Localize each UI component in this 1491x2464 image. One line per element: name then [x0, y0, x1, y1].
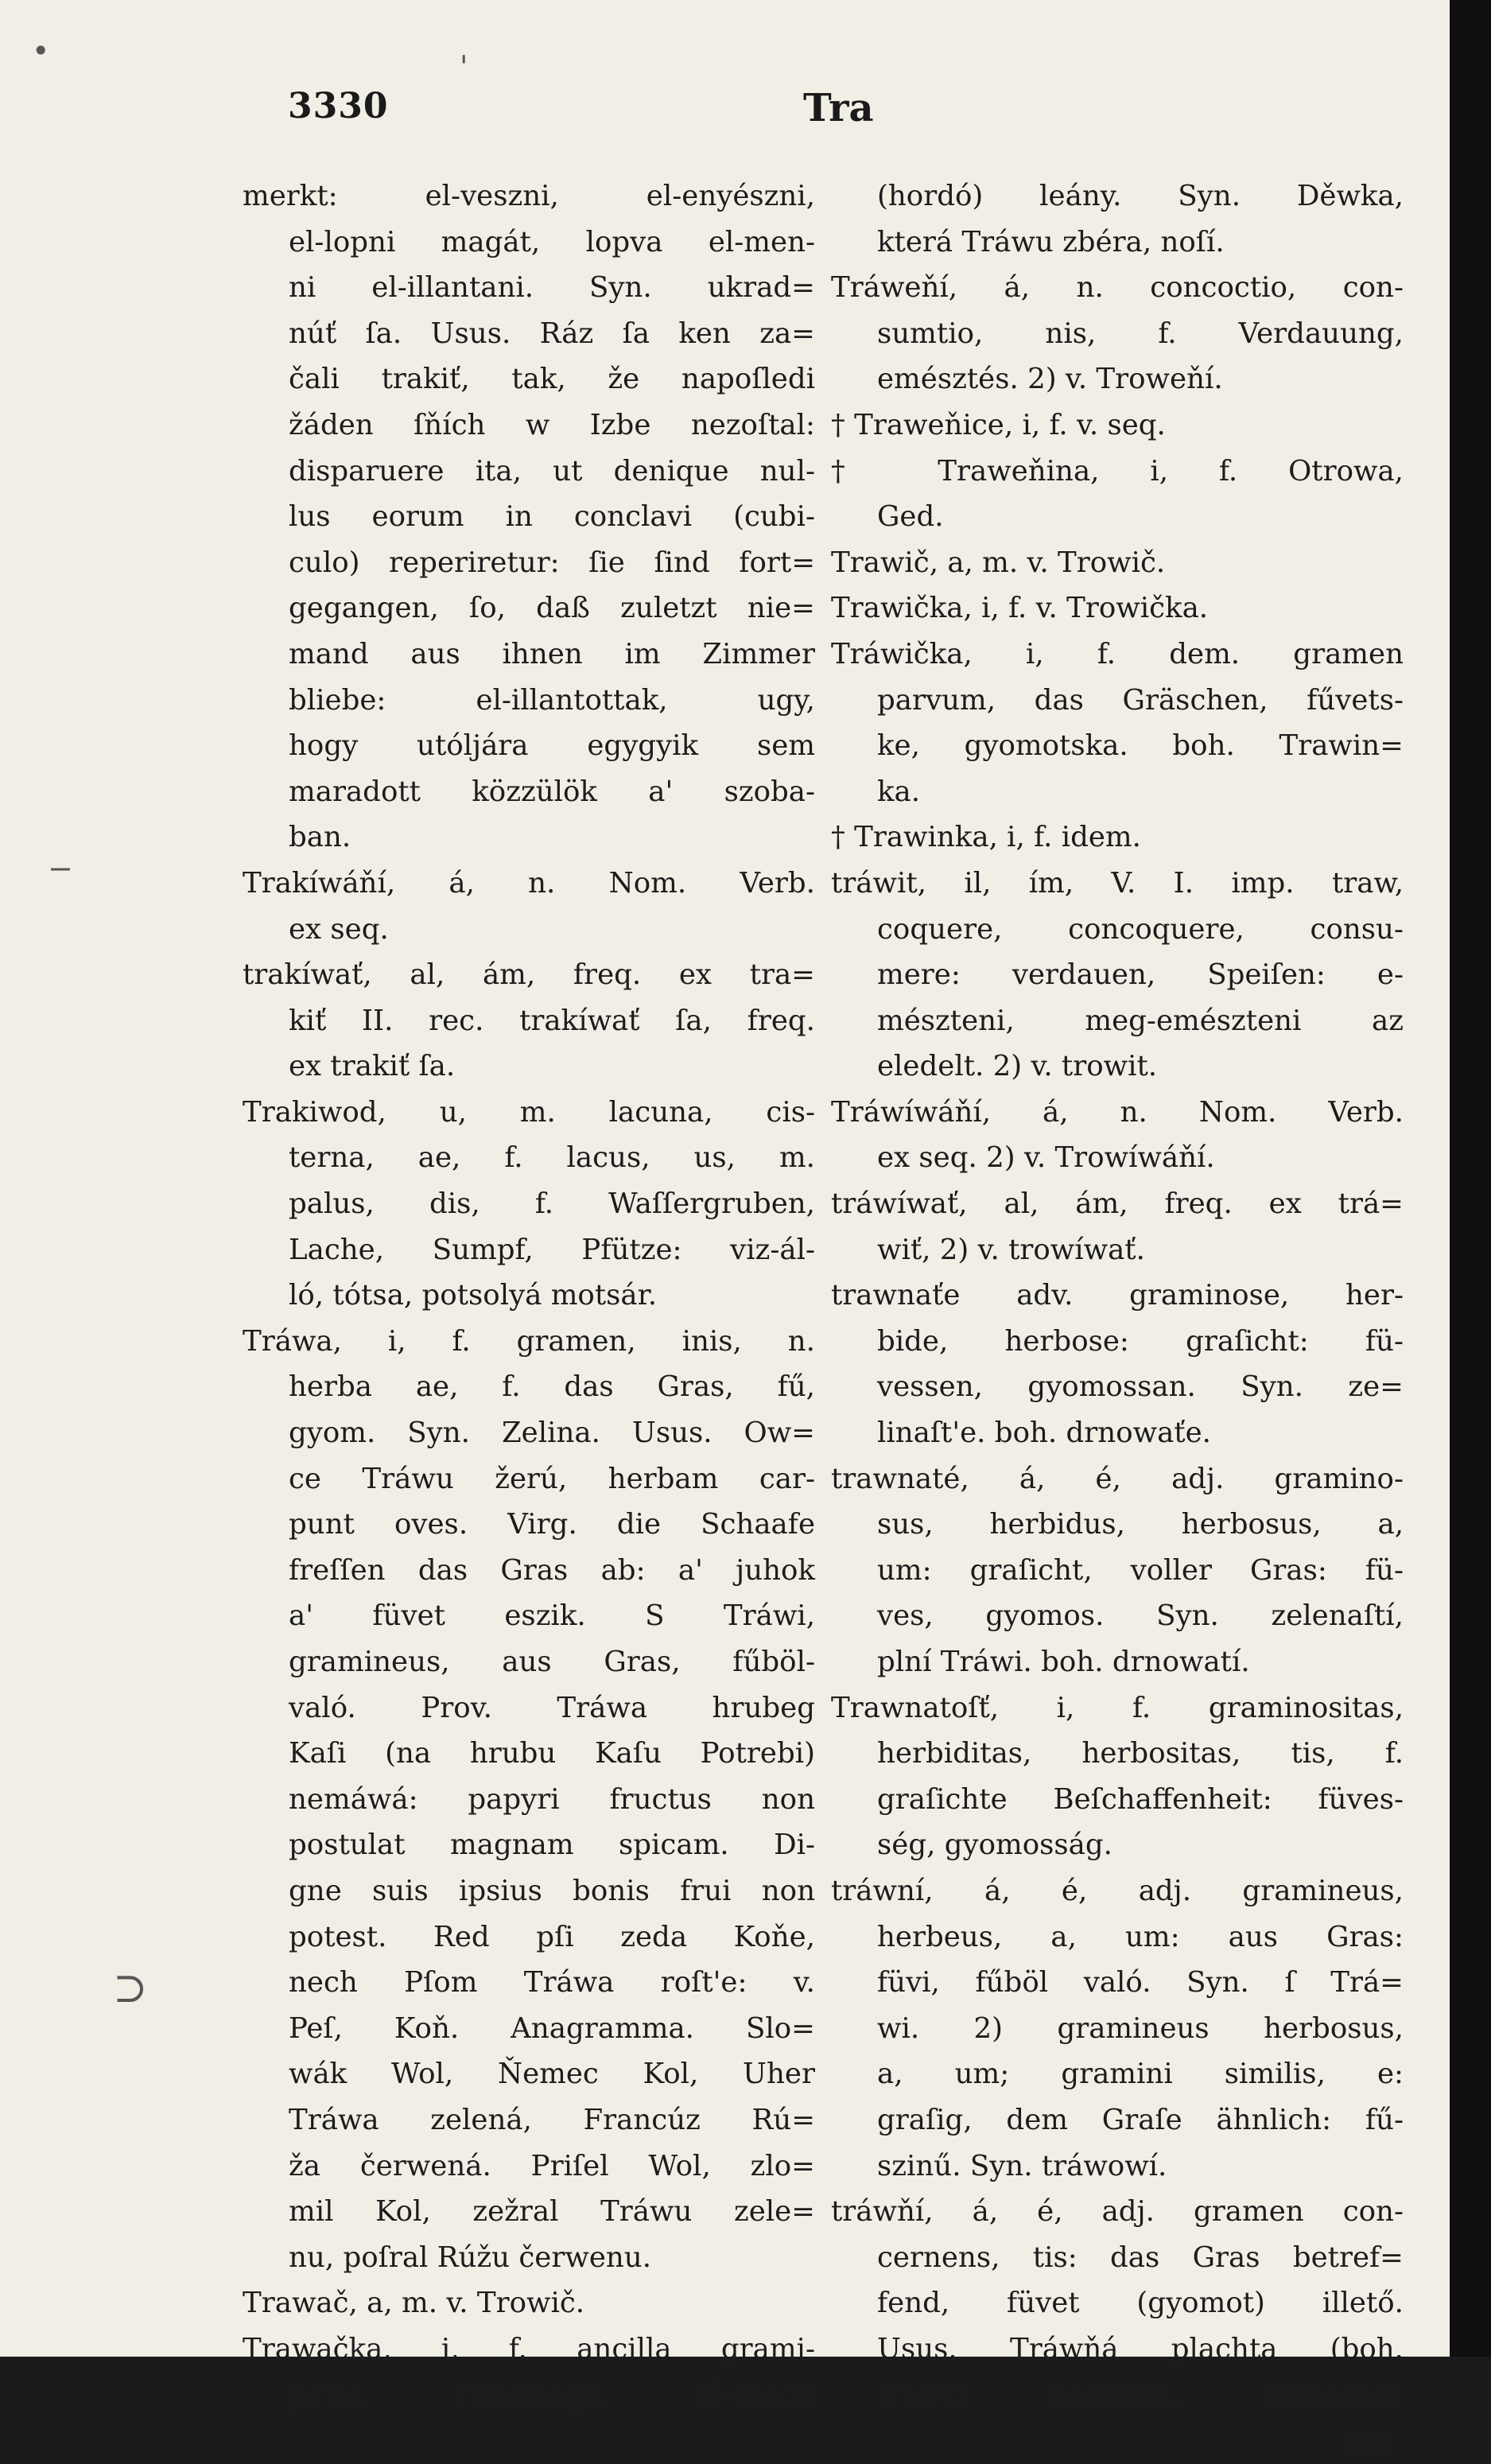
text-line: která Tráwu zbéra, noſí.: [877, 225, 1225, 258]
margin-tick-mark: ': [460, 49, 468, 84]
text-line: gramineus, aus Gras, fűböl-: [289, 1646, 815, 1678]
entry-headword-line: Trawač, a, m. v. Trowič.: [243, 2287, 585, 2320]
running-head: Tra: [803, 86, 874, 130]
entry-headword-line: Trawačka, i, f. ancilla grami-: [243, 2332, 815, 2365]
text-line: žáden ſňích w Izbe nezoſtal:: [289, 408, 815, 441]
text-line: való. Prov. Tráwa hrubeg: [289, 1691, 815, 1724]
text-line: wák Wol, Ňemec Kol, Uher: [289, 2058, 815, 2091]
text-line: ni el-illantani. Syn. ukrad=: [289, 271, 815, 305]
entry-headword-line: tráwňí, á, é, adj. gramen con-: [831, 2195, 1404, 2229]
margin-dot-mark: •: [32, 33, 50, 68]
text-line: mil Kol, zežral Tráwu zele=: [289, 2195, 815, 2229]
text-line: ex seq.: [289, 912, 389, 946]
margin-arrow-mark: ⊃: [113, 1965, 148, 2012]
text-line: linaſt'e. boh. drnowaťe.: [877, 1417, 1211, 1450]
text-line: punt oves. Virg. die Schaafe: [289, 1508, 815, 1541]
text-line: ban.: [289, 821, 351, 854]
entry-headword-line: Tráwička, i, f. dem. gramen: [831, 637, 1404, 670]
text-line: bliebe: el-illantottak, ugy,: [289, 683, 815, 717]
text-line: čali trakiť, tak, že napoſledi: [289, 363, 815, 396]
text-line: emésztés. 2) v. Troweňí.: [877, 363, 1223, 396]
text-line: parvum, das Gräschen, fűvets-: [877, 683, 1404, 717]
text-line: coquere, concoquere, consu-: [877, 912, 1404, 946]
text-line: bide, herbose: graſicht: fü-: [877, 1324, 1404, 1358]
text-line: terna, ae, f. lacus, us, m.: [289, 1141, 815, 1175]
text-line: ves, gyomos. Syn. zelenaſtí,: [877, 1599, 1404, 1633]
left-column: [243, 173, 815, 2418]
text-line: Lache, Sumpf, Pfütze: viz-ál-: [289, 1233, 815, 1266]
text-line: um: graſicht, voller Gras: fü-: [877, 1553, 1404, 1587]
text-line: potest. Red pſi zeda Koňe,: [289, 1920, 815, 1953]
text-line: gegangen, ſo, daß zuletzt nie=: [289, 592, 815, 625]
text-line: ex trakiť ſa.: [289, 1050, 456, 1083]
text-line: ke, gyomotska. boh. Trawin=: [877, 729, 1404, 763]
text-line: fend, füvet (gyomot) illető.: [877, 2287, 1404, 2320]
text-line: ža čerwená. Priſel Wol, zlo=: [289, 2149, 815, 2182]
text-line: Kaſi (na hrubu Kaſu Potrebi): [289, 1737, 815, 1770]
text-line: nech Pſom Tráwa roſt'e: v.: [289, 1966, 815, 2000]
text-line: kiť II. rec. trakíwať ſa, freq.: [289, 1004, 815, 1037]
right-column: [831, 173, 1404, 2464]
text-line: mere: verdauen, Speiſen: e-: [877, 958, 1404, 992]
text-line: merkt: el-veszni, el-enyészni,: [243, 180, 815, 212]
text-line: plní Tráwi. boh. drnowatí.: [877, 1646, 1250, 1678]
text-line: sus, herbidus, herbosus, a,: [877, 1508, 1404, 1541]
text-line: ló, tótsa, potsolyá motsár.: [289, 1279, 658, 1312]
margin-dash-mark: −: [48, 851, 73, 886]
page-number: 3330: [288, 86, 389, 126]
text-line: wi. 2) gramineus herbosus,: [877, 2011, 1404, 2045]
entry-headword-line: Tráweňí, á, n. concoctio, con-: [831, 271, 1404, 305]
entry-headword-line: Trawič, a, m. v. Trowič.: [831, 546, 1166, 579]
text-line: nemáwá: papyri fructus non: [289, 1782, 815, 1816]
text-line: ka.: [877, 775, 921, 808]
text-line: hogy utóljára egygyik sem: [289, 729, 815, 763]
scan-edge-shadow: [1450, 0, 1491, 2357]
text-line: postulat magnam spicam. Di-: [289, 1829, 815, 1862]
text-line: nu, poſral Rúžu čerwenu.: [289, 2241, 652, 2274]
text-line: lus eorum in conclavi (cubi-: [289, 500, 815, 534]
text-line: ség, gyomosság.: [877, 1829, 1112, 1862]
text-line: disparuere ita, ut denique nul-: [289, 454, 815, 488]
text-line: ce Tráwu žerú, herbam car-: [289, 1462, 815, 1495]
text-line: gne suis ipsius bonis frui non: [289, 1874, 815, 1907]
text-line: el-lopni magát, lopva el-men-: [289, 225, 815, 258]
text-line: vessen, gyomossan. Syn. ze=: [877, 1370, 1404, 1404]
text-line: gyom. Syn. Zelina. Usus. Ow=: [289, 1417, 815, 1450]
text-line: núť ſa. Usus. Ráz ſa ken za=: [289, 317, 815, 350]
text-line: tráwňí Loktuſe), linteamen: [877, 2378, 1404, 2412]
text-line: Tráwa zelená, Francúz Rú=: [289, 2103, 815, 2136]
entry-headword-line: † Traweňice, i, f. v. seq.: [831, 408, 1166, 441]
entry-headword-line: tráwit, il, ím, V. I. imp. traw,: [831, 866, 1404, 900]
entry-headword-line: Trawička, i, f. v. Trowička.: [831, 592, 1209, 625]
entry-headword-line: tráwní, á, é, adj. gramineus,: [831, 1874, 1404, 1907]
entry-headword-line: Trakíwáňí, á, n. Nom. Verb.: [243, 866, 815, 900]
text-line: szinű. Syn. tráwowí.: [877, 2149, 1167, 2182]
text-line: mand aus ihnen im Zimmer: [289, 637, 815, 670]
text-line: freſſen das Gras ab: a' juhok: [289, 1553, 815, 1587]
text-line: (hordó) leány. Syn. Děwka,: [877, 180, 1404, 212]
text-line: a' füvet eszik. S Tráwi,: [289, 1599, 815, 1633]
text-line: eledelt. 2) v. trowit.: [877, 1050, 1158, 1083]
entry-headword-line: Trawnatoſť, i, f. graminositas,: [831, 1691, 1404, 1724]
text-line: graſig, dem Graſe ähnlich: fű-: [877, 2103, 1404, 2136]
entry-headword-line: Tráwa, i, f. gramen, inis, n.: [243, 1324, 815, 1358]
catchword: gra-: [1345, 2424, 1404, 2458]
text-line: ex seq. 2) v. Trowíwáňí.: [877, 1141, 1215, 1175]
text-line: Ged.: [877, 500, 944, 534]
text-line: mészteni, meg-emészteni az: [877, 1004, 1404, 1037]
text-line: maradott közzülök a' szoba-: [289, 775, 815, 808]
text-line: paria, Grasmagd, fű-szedő: [289, 2378, 815, 2412]
text-line: a, um; gramini similis, e:: [877, 2058, 1404, 2091]
text-line: culo) reperiretur: ſie ſind fort=: [289, 546, 815, 579]
text-line: sumtio, nis, f. Verdauung,: [877, 317, 1404, 350]
text-line: graſichte Beſchaffenheit: füves-: [877, 1782, 1404, 1816]
text-line: füvi, fűböl való. Syn. ſ Trá=: [877, 1966, 1404, 2000]
text-line: herba ae, f. das Gras, fű,: [289, 1370, 815, 1404]
entry-headword-line: trawnaťe adv. graminose, her-: [831, 1279, 1404, 1312]
entry-headword-line: Tráwíwáňí, á, n. Nom. Verb.: [831, 1095, 1404, 1129]
entry-headword-line: Trakiwod, u, m. lacuna, cis-: [243, 1095, 815, 1129]
text-line: herbiditas, herbositas, tis, f.: [877, 1737, 1404, 1770]
text-line: Peſ, Koň. Anagramma. Slo=: [289, 2011, 815, 2045]
text-line: wiť, 2) v. trowíwať.: [877, 1233, 1145, 1266]
text-line: Usus. Tráwňá plachta (boh.: [877, 2332, 1404, 2365]
entry-headword-line: trawnaté, á, é, adj. gramino-: [831, 1462, 1404, 1495]
text-line: herbeus, a, um: aus Gras:: [877, 1920, 1404, 1953]
text-line: cernens, tis: das Gras betref=: [877, 2241, 1404, 2274]
entry-headword-line: † Traweňina, i, f. Otrowa,: [831, 454, 1404, 488]
entry-headword-line: † Trawinka, i, f. idem.: [831, 821, 1141, 854]
entry-headword-line: tráwíwať, al, ám, freq. ex trá=: [831, 1187, 1404, 1221]
text-line: palus, dis, f. Waſſergruben,: [289, 1187, 815, 1221]
entry-headword-line: trakíwať, al, ám, freq. ex tra=: [243, 958, 815, 992]
